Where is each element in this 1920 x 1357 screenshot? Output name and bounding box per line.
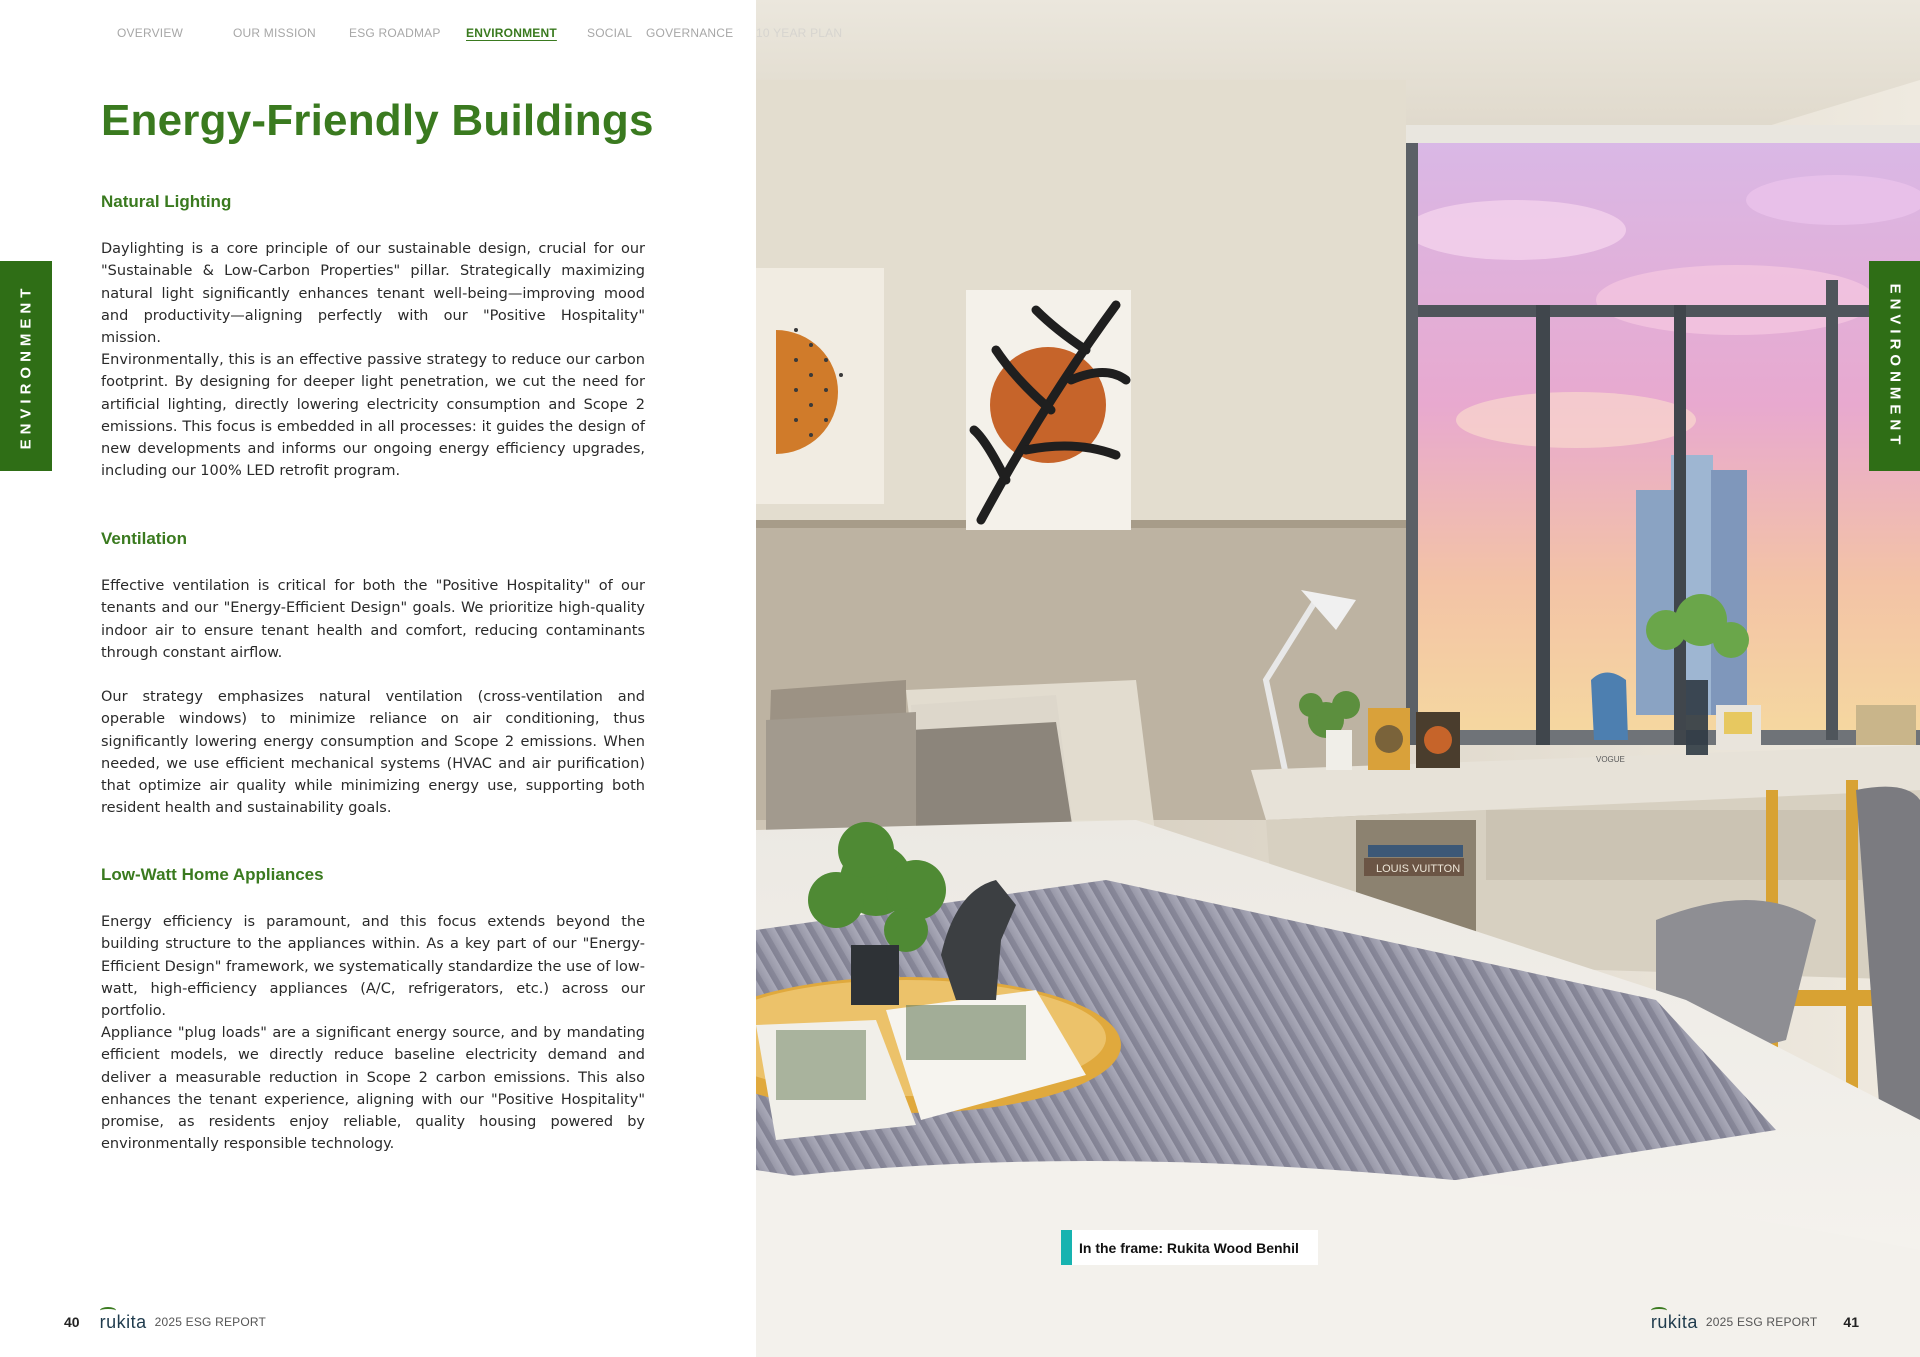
logo-text: rukita [99, 1311, 147, 1332]
top-navigation [117, 26, 843, 46]
side-tab-label-right: ENVIRONMENT [1886, 283, 1903, 449]
rukita-logo-right [1651, 1312, 1698, 1333]
paragraph-appliances-1: Energy efficiency is paramount, and this focus extends beyond the building structure to the appliances within. As a key part of our "Energy-Efficient Design" framework, we systematically standardize the use of low-watt, high-efficiency appliances (A/C, refrigerators, etc.) across our portfolio. [101, 914, 645, 1020]
book-spine-text: LOUIS VUITTON [1376, 863, 1461, 875]
footer-right [1651, 1310, 1859, 1334]
rukita-logo [100, 1312, 147, 1333]
page-number-left: 40 [64, 1314, 80, 1330]
page-number-right: 41 [1843, 1314, 1859, 1330]
photo-caption [1061, 1230, 1318, 1265]
side-tab-environment-right[interactable] [1869, 261, 1920, 471]
caption-text: In the frame: Rukita Wood Benhil [1079, 1239, 1299, 1256]
report-label-right: 2025 ESG REPORT [1705, 1315, 1818, 1329]
logo-roof-icon-right [1651, 1307, 1667, 1314]
section-heading-natural-lighting: Natural Lighting [101, 192, 232, 211]
side-tab-environment-left[interactable] [0, 261, 52, 471]
section-heading-ventilation: Ventilation [101, 529, 187, 548]
nav-item-our-mission[interactable]: OUR MISSION [233, 26, 316, 40]
left-page [0, 0, 843, 1357]
report-label-left: 2025 ESG REPORT [154, 1315, 267, 1329]
paragraph-natural-lighting-2: Environmentally, this is an effective passive strategy to reduce our carbon footprint. By designing for deeper light penetration, we cut the need for artificial lighting, directly lowering electricity consumption and Scope 2 emissions. This focus is embedded in all processes: it guides the design of new developments and informs our ongoing energy efficiency upgrades, including our 100% LED retrofit program. [101, 352, 645, 480]
caption-accent-bar [1061, 1230, 1072, 1265]
bedroom-photo [756, 0, 1920, 1357]
page-title: Energy-Friendly Buildings [101, 96, 654, 145]
nav-item-environment[interactable]: ENVIRONMENT [466, 26, 557, 40]
nav-item-governance[interactable]: GOVERNANCE [646, 26, 734, 40]
side-tab-label: ENVIRONMENT [17, 283, 35, 449]
logo-text-right: rukita [1650, 1311, 1698, 1332]
nav-item-esg-roadmap[interactable]: ESG ROADMAP [349, 26, 441, 40]
nav-item-10-year-plan[interactable]: 10 YEAR PLAN [756, 26, 843, 40]
nav-item-social[interactable]: SOCIAL [587, 26, 633, 40]
footer-left [64, 1310, 266, 1334]
nav-item-overview[interactable]: OVERVIEW [117, 26, 184, 40]
logo-roof-icon [100, 1307, 116, 1314]
tray-vogue-text: VOGUE [1596, 755, 1625, 764]
section-heading-low-watt-appliances: Low-Watt Home Appliances [101, 865, 324, 884]
paragraph-appliances-2: Appliance "plug loads" are a significant energy source, and by mandating efficient models, we directly reduce baseline electricity demand and deliver a measurable reduction in Scope 2 carbon emissions. This also enhances the tenant experience, aligning with our "Positive Hospitality" promise, as residents enjoy reliable, quality housing powered by environmentally responsible technology. [101, 1025, 645, 1153]
paragraph-natural-lighting-1: Daylighting is a core principle of our sustainable design, crucial for our "Sustainable & Low-Carbon Properties" pillar. Strategically maximizing natural light significantly enhances tenant well-being—improving mood and productivity—aligning perfectly with our "Positive Hospitality" mission. [101, 241, 645, 347]
paragraph-ventilation-1: Effective ventilation is critical for both the "Positive Hospitality" of our tenants and our "Energy-Efficient Design" goals. We prioritize high-quality indoor air to ensure tenant health and comfort, reducing contaminants through constant airflow. [101, 578, 645, 661]
paragraph-ventilation-2: Our strategy emphasizes natural ventilation (cross-ventilation and operable windows) to minimize reliance on air conditioning, thus significantly lowering energy consumption and Scope 2 emissions. When needed, we use efficient mechanical systems (HVAC and air purification) that optimize air quality while minimizing energy use, supporting both resident health and sustainability goals. [101, 689, 645, 817]
